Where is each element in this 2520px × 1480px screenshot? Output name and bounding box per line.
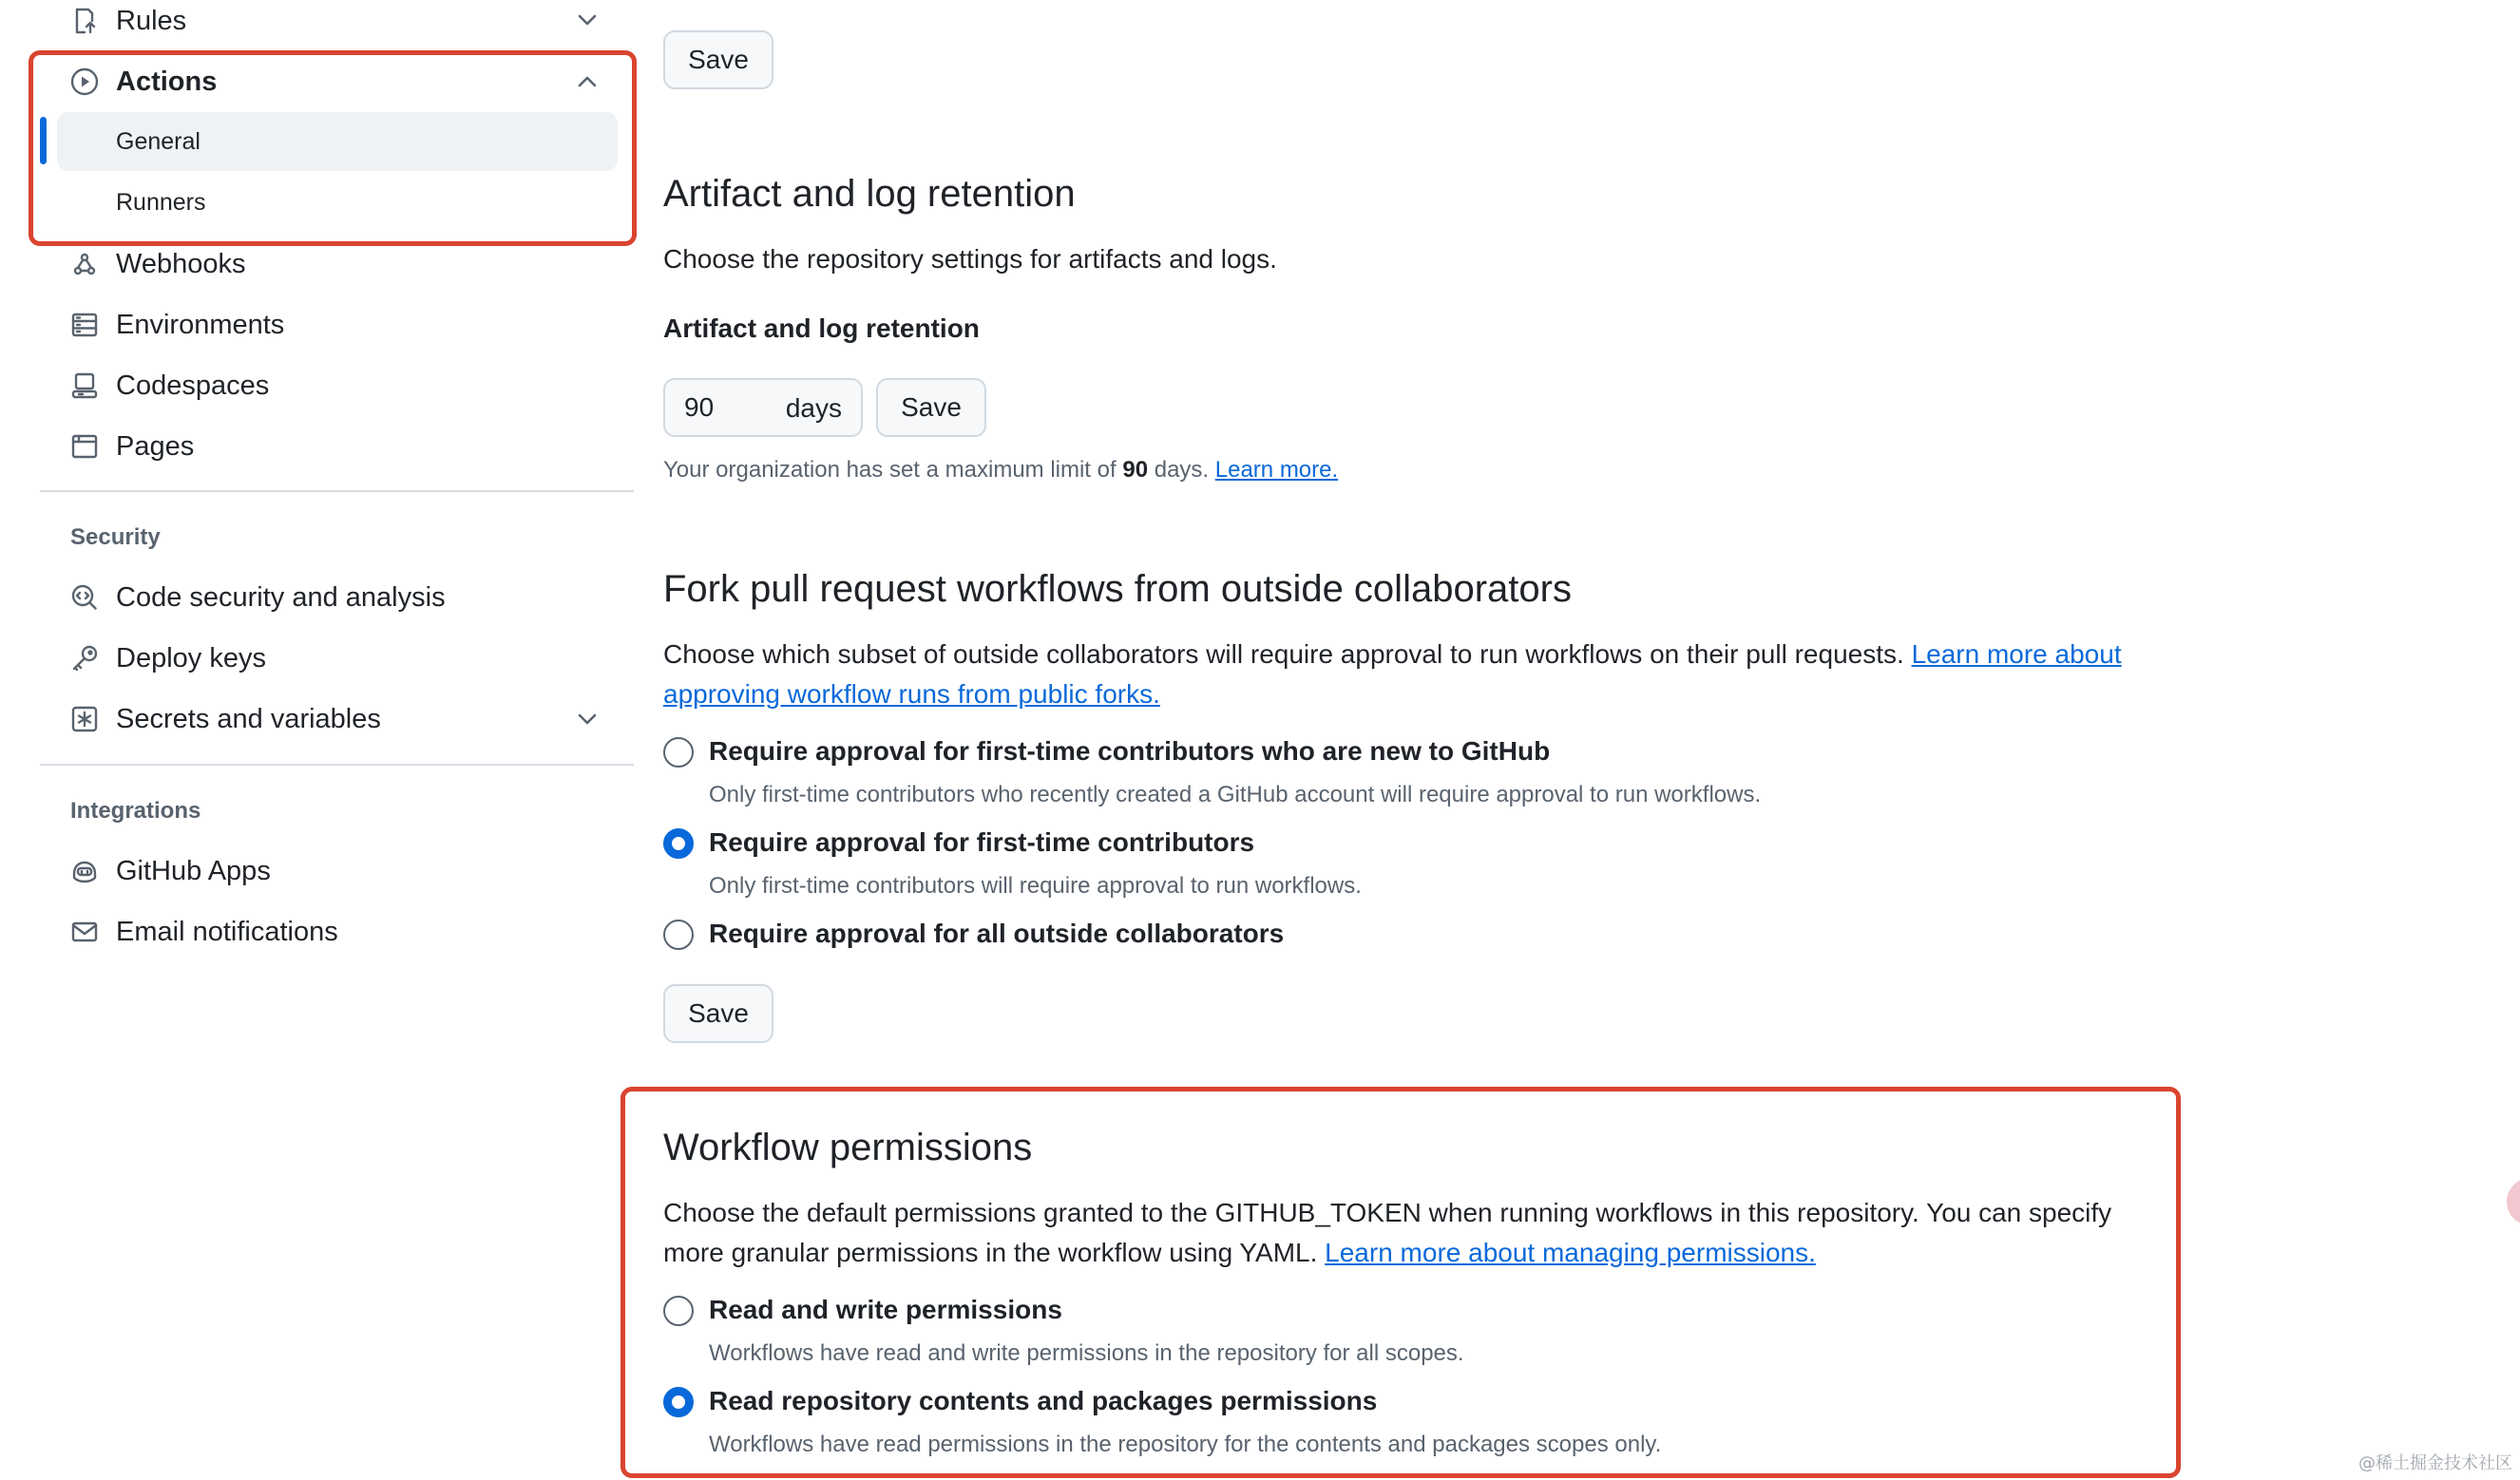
- sidebar-item-environments[interactable]: Environments: [42, 298, 612, 351]
- artifact-description: Choose the repository settings for artifacts and logs.: [663, 244, 1277, 274]
- option-title: Read and write permissions: [709, 1295, 1062, 1324]
- save-button[interactable]: Save: [663, 30, 773, 89]
- sidebar-item-email-notifications[interactable]: Email notifications: [42, 905, 612, 958]
- retention-days-field[interactable]: [663, 378, 863, 437]
- radio-all-outside-collaborators[interactable]: [663, 920, 694, 950]
- workflow-permissions-description: Choose the default permissions granted to the GITHUB_TOKEN when running workflows in this repository. You can specify more granular permissions in the workflow using YAML. Learn more about managing permissions.: [663, 1198, 2112, 1267]
- key-icon: [68, 642, 101, 674]
- radio-read-contents-packages[interactable]: [663, 1387, 694, 1417]
- sidebar-item-actions[interactable]: Actions: [42, 55, 612, 108]
- radio-read-write-permissions[interactable]: [663, 1296, 694, 1326]
- chevron-down-icon[interactable]: [573, 705, 601, 733]
- radio-new-to-github[interactable]: [663, 737, 694, 768]
- learn-more-link[interactable]: Learn more.: [1214, 457, 1339, 483]
- option-title: Require approval for first-time contributors: [709, 827, 1255, 857]
- artifact-heading: Artifact and log retention: [663, 173, 1076, 215]
- browser-icon: [68, 430, 101, 463]
- radio-first-time-contributors[interactable]: [663, 828, 694, 859]
- rules-icon: [68, 5, 101, 37]
- fork-heading: Fork pull request workflows from outside collaborators: [663, 568, 1572, 610]
- sidebar-item-github-apps[interactable]: GitHub Apps: [42, 844, 612, 898]
- floating-avatar: [2507, 1178, 2520, 1225]
- fork-learn-more-link[interactable]: Learn more about approving workflow runs from public forks.: [663, 639, 2122, 709]
- sidebar-divider: [40, 490, 634, 492]
- sidebar-item-codespaces[interactable]: Codespaces: [42, 359, 612, 412]
- highlight-box-actions: [29, 50, 637, 246]
- option-title: Require approval for first-time contributors who are new to GitHub: [709, 736, 1551, 766]
- sidebar-item-webhooks[interactable]: Webhooks: [42, 237, 612, 291]
- asterisk-box-icon: [68, 703, 101, 735]
- codescan-icon: [68, 581, 101, 614]
- option-description: Only first-time contributors will require approval to run workflows.: [709, 873, 1362, 899]
- managing-permissions-link[interactable]: Learn more about managing permissions.: [1325, 1238, 1816, 1267]
- watermark: @稀土掘金技术社区: [2358, 1453, 2512, 1473]
- retention-save-button[interactable]: Save: [876, 378, 986, 437]
- days-suffix: days: [785, 393, 842, 423]
- option-title: Read repository contents and packages permissions: [709, 1386, 1378, 1415]
- mail-icon: [68, 916, 101, 948]
- sidebar-item-rules[interactable]: Rules: [42, 0, 612, 47]
- sidebar-item-general[interactable]: General: [57, 112, 618, 171]
- sidebar-item-code-security[interactable]: Code security and analysis: [42, 571, 612, 624]
- retention-note: Your organization has set a maximum limit of 90 days. Learn more.: [663, 457, 1339, 483]
- codespaces-icon: [68, 370, 101, 402]
- fork-save-button[interactable]: Save: [663, 984, 773, 1043]
- sidebar-group-security: Security: [70, 524, 161, 550]
- fork-description: Choose which subset of outside collaborators will require approval to run workflows on their pull requests. Learn more about approving workflow runs from public forks.: [663, 639, 2122, 709]
- webhook-icon: [68, 248, 101, 280]
- sidebar-item-pages[interactable]: Pages: [42, 420, 612, 473]
- sidebar-item-secrets[interactable]: Secrets and variables: [42, 693, 612, 746]
- server-icon: [68, 309, 101, 341]
- option-description: Workflows have read and write permissions in the repository for all scopes.: [709, 1340, 1464, 1366]
- sidebar-group-integrations: Integrations: [70, 798, 201, 824]
- workflow-permissions-heading: Workflow permissions: [663, 1127, 1033, 1168]
- option-description: Workflows have read permissions in the repository for the contents and packages scopes only.: [709, 1432, 1662, 1457]
- option-title: Require approval for all outside collaborators: [709, 919, 1285, 948]
- artifact-retention-label: Artifact and log retention: [663, 313, 980, 343]
- option-description: Only first-time contributors who recently created a GitHub account will require approval to run workflows.: [709, 782, 1762, 807]
- chevron-down-icon[interactable]: [573, 6, 601, 34]
- sidebar-divider: [40, 764, 634, 766]
- copilot-icon: [68, 855, 101, 887]
- retention-days-input[interactable]: [682, 391, 762, 424]
- sidebar-item-runners[interactable]: Runners: [116, 188, 206, 216]
- sidebar-item-deploy-keys[interactable]: Deploy keys: [42, 632, 612, 685]
